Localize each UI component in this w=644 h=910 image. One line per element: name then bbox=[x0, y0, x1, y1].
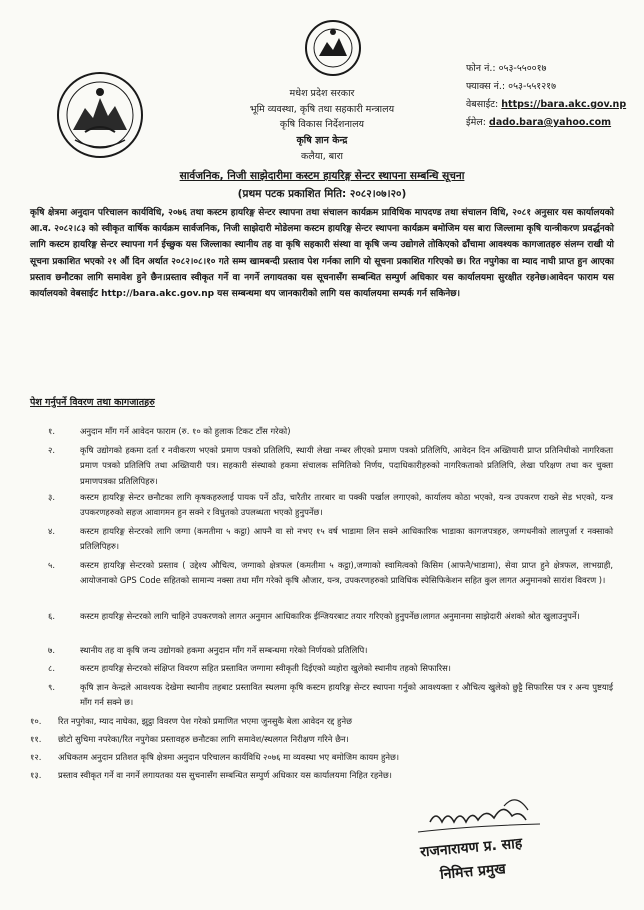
item-text: अनुदान माँग गर्ने आवेदन फाराम (रु. १० को हुलाक टिकट टाँस गरेको) bbox=[80, 426, 291, 436]
item-number: ७. bbox=[48, 645, 56, 655]
item-text: अधिकतम अनुदान प्रतिशत कृषि क्षेत्रमा अनुदान परिचालन कार्यविधि २०७६ मा व्यवस्था भए बमोजिम कायम हुनेछ। bbox=[58, 752, 400, 762]
item-number: २. bbox=[48, 445, 56, 455]
notice-title: सार्वजनिक, निजी साझेदारीमा कस्टम हायरिङ्ग सेन्टर स्थापना सम्बन्धि सूचना bbox=[179, 170, 465, 182]
header-line-province: मधेश प्रदेश सरकार bbox=[289, 88, 355, 99]
list-item bbox=[48, 558, 613, 589]
item-text: रित नपुगेका, म्याद नाघेका, झुट्ठा विवरण पेश गरेको प्रमाणित भएमा जुनसुकै बेला आवेदन रद्द हुनेछ bbox=[58, 716, 352, 726]
email-link[interactable]: dado.bara@yahoo.com bbox=[489, 117, 612, 128]
section-heading: पेश गर्नुपर्ने विवरण तथा कागजातहरु bbox=[30, 397, 155, 408]
list-item bbox=[48, 661, 613, 676]
item-number: १०. bbox=[30, 716, 42, 726]
office-seal-stamp bbox=[303, 18, 363, 78]
contact-website bbox=[466, 98, 626, 112]
header-line-ministry: भूमि व्यवस्था, कृषि तथा सहकारी मन्त्रालय bbox=[249, 104, 395, 115]
item-text: कस्टम हायरिङ्ग सेन्टरको लागि चाहिने उपकरणको लागत अनुमान आधिकारिक ईन्जियरबाट तयार गरिएको हुनुपर्नेछ।लागत अनुमानमा साझेदारी अंशको श्रोत खुलाउनुपर्ने। bbox=[80, 611, 580, 621]
website-link[interactable]: https://bara.akc.gov.np bbox=[501, 99, 627, 110]
contact-fax bbox=[466, 80, 556, 94]
list-item bbox=[48, 643, 613, 658]
item-number: ६. bbox=[48, 611, 56, 621]
list-item bbox=[48, 609, 613, 624]
item-number: ४. bbox=[48, 526, 56, 536]
header-line-office: कृषि ज्ञान केन्द्र bbox=[296, 135, 348, 146]
notice-body: कृषि क्षेत्रमा अनुदान परिचालन कार्यविधि, २०७६ तथा कस्टम हायरिङ्ग सेन्टर स्थापना तथा संचालन कार्यक्रम प्राविधिक मापदण्ड तथा संचालन विधि, २०८१ अनुसार यस कार्यालयको आ.व. २०८२।८३ को स्वीकृत वार्षिक कार्यक्रम सार्वजनिक, निजी साझेदारी मोडेलमा कस्टम हायरिङ्ग सेन्टर स्थापना कार्यक्रम बमोजिम यस बारा जिल्लामा कृषि यान्त्रीकरण प्रवर्द्धनको लागि कस्टम हायरिङ्ग सेन्टर स्थापना गर्न ईच्छुक यस जिल्लाका स्थानीय तह वा कृषि सहकारी संस्था वा कृषि जन्य उद्योगले तोकिएको ढाँचामा आवश्यक कागजातहरु संलग्न राखी यो सूचना प्रकाशित भएको २१ औं दिन अर्थात २०८२।०८।१० गते सम्म खामबन्दी प्रस्ताव पेश गर्नका लागि यो सूचना प्रकाशित गरिएको छ। रित नपुगेका वा म्याद नाघी प्राप्त हुन आएका प्रस्ताव छनौटका लागि समावेश हुने छैन।प्रस्ताव स्वीकृत गर्ने वा नगर्ने लगायतका यस सूचनासँग सम्बन्धित सम्पुर्ण अधिकार यस कार्यालयमा सुरक्षीत रहनेछ।आवेदन फाराम यस कार्यालयको वेबसाईट http://bara.akc.gov.np यस सम्बन्धमा थप जानकारीको लागि यस कार्यालयमा सम्पर्क गर्न सकिनेछ। bbox=[30, 208, 614, 300]
item-text: कस्टम हायरिङ्ग सेन्टरको संक्षिप्त विवरण सहित प्रस्तावित जग्गामा स्वीकृती दिईएको व्यहोरा खुलेको स्थानीय तहको सिफारिस। bbox=[80, 663, 451, 673]
phone-value: ०५३-५५००१७ bbox=[498, 63, 547, 74]
item-number: ११. bbox=[30, 734, 42, 744]
item-text: कस्टम हायरिङ्ग सेन्टरको लागि जग्गा (कमतीमा ५ कट्ठा) आफ्नै वा सो नभए १५ वर्ष भाडामा लिन सक्ने आधिकारिक भाडाका कागजपत्रहरु, जग्गधनीको लालपुर्जा र नक्साको प्रतिलिपिहरु। bbox=[80, 526, 613, 552]
item-number: ८. bbox=[48, 663, 56, 673]
signatory-name: राजनारायण प्र. साह bbox=[419, 835, 523, 861]
item-number: १३. bbox=[30, 770, 42, 780]
website-label: वेबसाईट: bbox=[466, 99, 499, 110]
email-label: ईमेल: bbox=[466, 117, 486, 128]
item-text: स्थानीय तह वा कृषि जन्य उद्योगको हकमा अनुदान माँग गर्ने सम्बन्धमा गरेको निर्णयको प्रतिलिपि। bbox=[80, 645, 368, 655]
fax-label: फ्याक्स नं.: bbox=[466, 81, 506, 92]
item-number: ३. bbox=[48, 492, 56, 502]
contact-email bbox=[466, 116, 611, 130]
list-item bbox=[30, 750, 613, 765]
list-item bbox=[48, 524, 613, 555]
item-number: ५. bbox=[48, 560, 56, 570]
item-text: कस्टम हायरिङ्ग सेन्टर छनौटका लागि कृषकहरुलाई पायक पर्ने ठाँउ, चारैतीर तारबार वा पक्की पर्खाल लगाएको, कार्यालय कोठा भएको, यन्त्र उपकरण राख्ने सेड भएको, यन्त्र उपकरणहरुको सहज आवागमन हुन सक्ने र विधुतको उपलब्धता भएको हुनुपर्नेछ। bbox=[80, 492, 613, 518]
list-item bbox=[48, 443, 613, 489]
fax-value: ०५३-५५१२१७ bbox=[508, 81, 557, 92]
item-text: कस्टम हायरिङ्ग सेन्टरको प्रस्ताव ( उद्देश्य औचित्य, जग्गाको क्षेत्रफल (कमतीमा ५ कट्ठा),जग्गाको स्वामित्वको किसिम (आफनै/भाडामा), सेवा प्राप्त हुने क्षेत्रफल, लाभग्राही, आयोजनाको GPS Code सहितको सामान्य नक्सा तथा माँग गरेको कृषि औजार, यन्त्र, उपकरणहरुको प्राविधिक स्पेसिफिकेशन सहित कुल लागत अनुमानको सारांश विवरण )। bbox=[80, 560, 613, 586]
phone-label: फोन नं.: bbox=[466, 63, 496, 74]
item-text: प्रस्ताव स्वीकृत गर्ने वा नगर्ने लगायतका यस सुचनासँग सम्बन्धित सम्पुर्ण अधिकार यस कार्यालयमा निहित रहनेछ। bbox=[58, 770, 392, 780]
item-number: १. bbox=[48, 426, 56, 436]
item-number: १२. bbox=[30, 752, 42, 762]
list-item bbox=[48, 424, 613, 439]
item-text: कृषि उद्योगको हकमा दर्ता र नवीकरण भएको प्रमाण पत्रको प्रतिलिपि, स्थायी लेखा नम्बर लीएको प्रमाण पत्रको प्रतिलिपि, आवेदन दिन अख्तियारी प्राप्त प्रतिनिधीको नागरिकता प्रमाण पत्रको प्रतिलिपि तथा अख्तियारी पत्र। सहकारी संस्थाको हकमा संचालक समितिको निर्णय, पदाधिकारीहरुको नागरिकताको प्रतिलिपि, लेखा परिक्षण तथा कर चुक्ता प्रमाणपत्रका प्रतिलिपिहरु। bbox=[80, 445, 613, 486]
list-item bbox=[30, 714, 613, 729]
signatory-designation: निमित्त प्रमुख bbox=[439, 861, 507, 883]
item-number: ९. bbox=[48, 682, 56, 692]
list-item bbox=[48, 490, 613, 521]
item-text: छोटो सुचिमा नपरेका/रित नपुगेका प्रस्तावहरु छनौटका लागि समावेश/स्थलगत निरीक्षण गरिने छैन। bbox=[58, 734, 349, 744]
notice-subtitle: (प्रथम पटक प्रकाशित मिति: २०८२।०७।२०) bbox=[237, 188, 407, 200]
header-line-address: कलैया, बारा bbox=[301, 151, 343, 162]
item-text: कृषि ज्ञान केन्द्रले आवश्यक देखेमा स्थानीय तहबाट प्रस्तावित स्थलमा कृषि कस्टम हायरिङ्ग सेन्टर स्थापना गर्नुको आवश्यक्ता र औचित्य खुलेको छुट्टै सिफारिस पत्र र अन्य पुष्टयाई माँग गर्न सक्ने छ। bbox=[80, 682, 613, 708]
list-item bbox=[48, 680, 613, 711]
header-line-directorate: कृषि विकास निर्देशनालय bbox=[279, 119, 365, 130]
list-item bbox=[30, 732, 613, 747]
contact-phone bbox=[466, 62, 547, 76]
